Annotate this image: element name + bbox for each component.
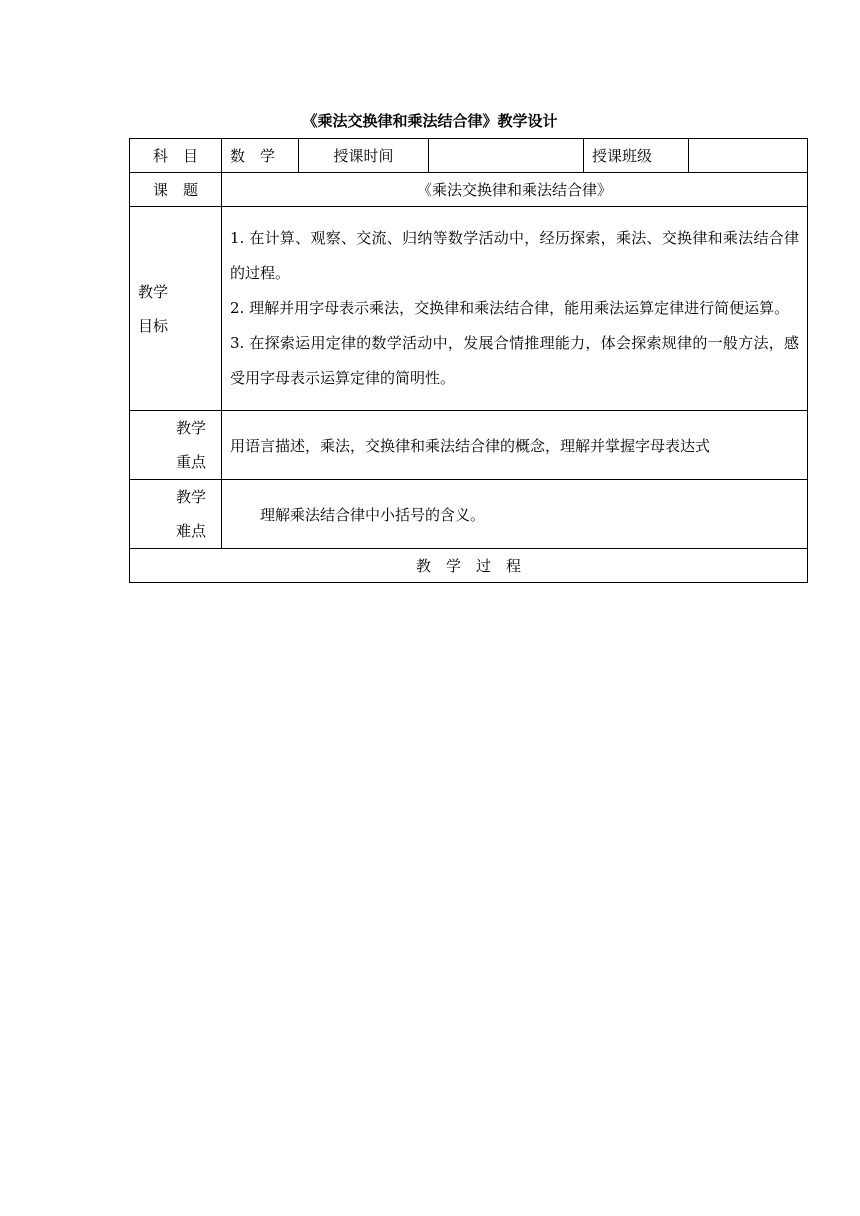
table-row-topic (130, 173, 808, 207)
process-label: 教 学 过 程 (130, 549, 808, 583)
table-row-goals (130, 207, 808, 411)
subject-label: 科 目 (130, 139, 222, 173)
class-label: 授课班级 (584, 139, 689, 173)
goals-label-line1: 教学 (138, 282, 169, 301)
difficulties-label-line2: 难点 (176, 522, 207, 540)
table-row-key-points (130, 411, 808, 480)
subject-value: 数 学 (222, 139, 299, 173)
goals-content (222, 207, 808, 411)
table-row-process (130, 549, 808, 583)
key-points-label-line1: 教学 (176, 419, 207, 437)
topic-value: 《乘法交换律和乘法结合律》 (222, 173, 808, 207)
class-value (689, 139, 808, 173)
goals-label-line2: 目标 (138, 316, 169, 335)
document-title: 《乘法交换律和乘法结合律》教学设计 (302, 112, 558, 130)
key-points-label-line2: 重点 (176, 453, 207, 471)
topic-label: 课 题 (130, 173, 222, 207)
time-label: 授课时间 (299, 139, 429, 173)
difficulties-label (130, 480, 222, 549)
goal-item-1: 1. 在计算、观察、交流、归纳等数学活动中，经历探索，乘法、交换律和乘法结合律的过程。 (230, 229, 799, 282)
key-points-value: 用语言描述，乘法，交换律和乘法结合律的概念，理解并掌握字母表达式 (222, 411, 808, 480)
difficulties-value: 理解乘法结合律中小括号的含义。 (222, 480, 808, 549)
table-row-subject (130, 139, 808, 173)
table-row-difficulties (130, 480, 808, 549)
goals-label (130, 207, 222, 411)
difficulties-label-line1: 教学 (176, 488, 207, 506)
key-points-label (130, 411, 222, 480)
time-value (429, 139, 584, 173)
goal-item-3: 3. 在探索运用定律的数学活动中，发展合情推理能力，体会探索规律的一般方法，感受用字母表示运算定律的简明性。 (230, 334, 799, 387)
lesson-plan-table (129, 138, 808, 583)
goal-item-2: 2. 理解并用字母表示乘法，交换律和乘法结合律，能用乘法运算定律进行简便运算。 (230, 299, 790, 317)
